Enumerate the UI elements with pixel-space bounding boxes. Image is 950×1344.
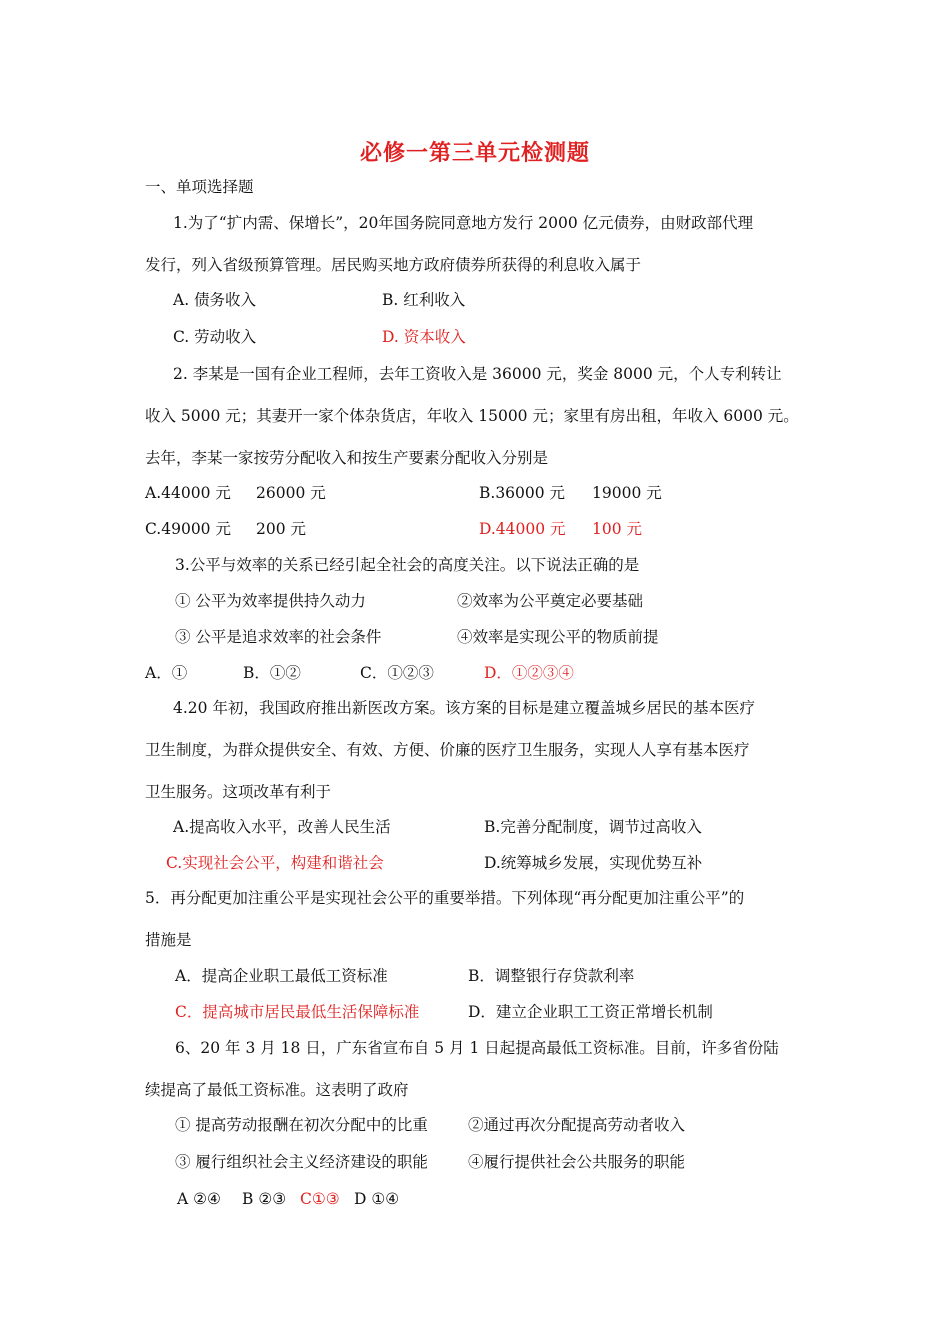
q3-option-c: C．①②③ <box>360 664 434 682</box>
q3-statement-1: ① 公平为效率提供持久动力 <box>175 592 366 610</box>
question-6-line-2: 续提高了最低工资标准。这表明了政府 <box>145 1081 409 1099</box>
q5-option-b: B．调整银行存贷款利率 <box>468 967 635 985</box>
question-5-line-2: 措施是 <box>145 931 192 949</box>
q6-option-c-answer: C①③ <box>300 1190 340 1208</box>
q4-option-c-answer: C.实现社会公平，构建和谐社会 <box>166 854 384 872</box>
q2-option-d-value-2-answer: 100 元 <box>592 520 643 538</box>
question-5-line-1: 5．再分配更加注重公平是实现社会公平的重要举措。下列体现“再分配更加注重公平”的 <box>145 889 745 907</box>
question-3-line-1: 3.公平与效率的关系已经引起全社会的高度关注。以下说法正确的是 <box>175 556 640 574</box>
question-1-line-1: 1.为了“扩内需、保增长”，20年国务院同意地方发行 2000 亿元债券，由财政部代理 <box>173 214 754 232</box>
q6-statement-2: ②通过再次分配提高劳动者收入 <box>468 1116 686 1134</box>
q3-statement-4: ④效率是实现公平的物质前提 <box>457 628 659 646</box>
question-4-line-2: 卫生制度，为群众提供安全、有效、方便、价廉的医疗卫生服务，实现人人享有基本医疗 <box>145 741 750 759</box>
q3-option-a: A．① <box>145 664 188 682</box>
question-2-line-2: 收入 5000 元；其妻开一家个体杂货店，年收入 15000 元；家里有房出租，年收入 6000 元。 <box>145 407 799 425</box>
question-4-line-1: 4.20 年初，我国政府推出新医改方案。该方案的目标是建立覆盖城乡居民的基本医疗 <box>173 699 755 717</box>
q5-option-a: A．提高企业职工最低工资标准 <box>175 967 388 985</box>
q1-option-d-answer: D. 资本收入 <box>382 328 466 346</box>
q6-statement-1: ① 提高劳动报酬在初次分配中的比重 <box>175 1116 428 1134</box>
q4-option-b: B.完善分配制度，调节过高收入 <box>484 818 702 836</box>
q6-option-a: A ②④ <box>177 1190 221 1208</box>
question-6-line-1: 6、20 年 3 月 18 日，广东省宣布自 5 月 1 日起提高最低工资标准。目前，许多省份陆 <box>175 1039 779 1057</box>
q2-option-b-value-1: B.36000 元 <box>479 484 566 502</box>
q6-statement-4: ④履行提供社会公共服务的职能 <box>468 1153 686 1171</box>
section-heading: 一、单项选择题 <box>145 178 254 196</box>
q3-option-d-answer: D．①②③④ <box>484 664 574 682</box>
q4-option-a: A.提高收入水平，改善人民生活 <box>173 818 391 836</box>
q5-option-d: D．建立企业职工工资正常增长机制 <box>468 1003 713 1021</box>
q2-option-d-value-1-answer: D.44000 元 <box>479 520 566 538</box>
q3-statement-2: ②效率为公平奠定必要基础 <box>457 592 644 610</box>
q6-statement-3: ③ 履行组织社会主义经济建设的职能 <box>175 1153 428 1171</box>
question-4-line-3: 卫生服务。这项改革有利于 <box>145 783 332 801</box>
question-2-line-1: 2. 李某是一国有企业工程师，去年工资收入是 36000 元，奖金 8000 元，个人专利转让 <box>173 365 782 383</box>
q4-option-d: D.统筹城乡发展，实现优势互补 <box>484 854 703 872</box>
page-title: 必修一第三单元检测题 <box>359 140 590 166</box>
q3-statement-3: ③ 公平是追求效率的社会条件 <box>175 628 382 646</box>
q1-option-a: A. 债务收入 <box>173 291 257 309</box>
q1-option-b: B. 红利收入 <box>382 291 466 309</box>
q5-option-c-answer: C．提高城市居民最低生活保障标准 <box>175 1003 420 1021</box>
q6-option-b: B ②③ <box>242 1190 287 1208</box>
q3-option-b: B．①② <box>243 664 301 682</box>
question-1-line-2: 发行，列入省级预算管理。居民购买地方政府债券所获得的利息收入属于 <box>145 256 642 274</box>
q2-option-b-value-2: 19000 元 <box>592 484 662 502</box>
q1-option-c: C. 劳动收入 <box>173 328 257 346</box>
q2-option-c-value-1: C.49000 元 <box>145 520 231 538</box>
q2-option-a-value-2: 26000 元 <box>256 484 326 502</box>
q2-option-c-value-2: 200 元 <box>256 520 307 538</box>
q6-option-d: D ①④ <box>354 1190 400 1208</box>
q2-option-a-value-1: A.44000 元 <box>145 484 231 502</box>
question-2-line-3: 去年，李某一家按劳分配收入和按生产要素分配收入分别是 <box>145 449 549 467</box>
